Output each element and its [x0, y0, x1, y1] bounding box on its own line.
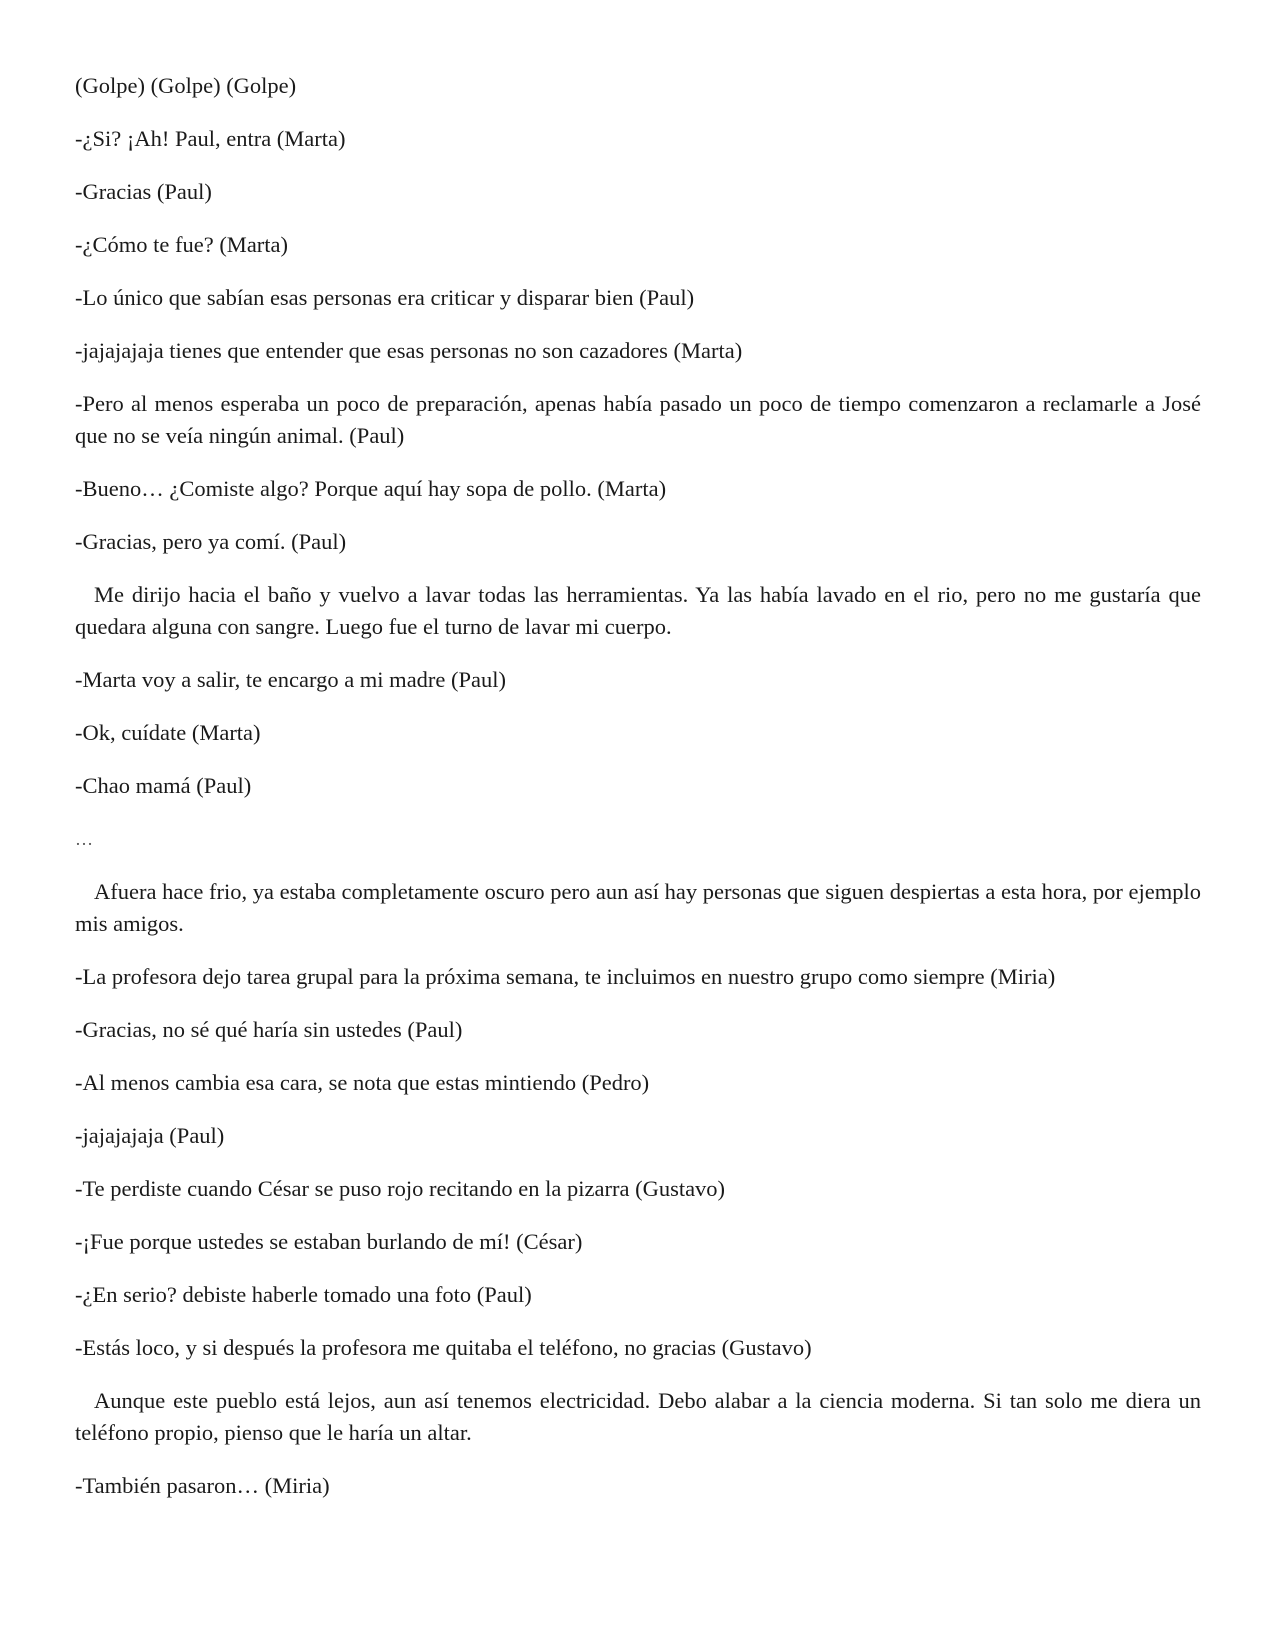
dialogue-line: -Gracias (Paul) — [75, 179, 212, 204]
dialogue-line: -¡Fue porque ustedes se estaban burlando de mí! (César) — [75, 1229, 583, 1254]
dialogue-line: -Gracias, pero ya comí. (Paul) — [75, 529, 347, 554]
dialogue-line: -Lo único que sabían esas personas era criticar y disparar bien (Paul) — [75, 285, 695, 310]
paragraph: (Golpe) (Golpe) (Golpe) — [75, 73, 297, 98]
dialogue-line: -La profesora dejo tarea grupal para la próxima semana, te incluimos en nuestro grupo como siempre (Miria) — [75, 964, 1056, 989]
dialogue-line: -Estás loco, y si después la profesora me quitaba el teléfono, no gracias (Gustavo) — [75, 1335, 812, 1360]
dialogue-line: -Ok, cuídate (Marta) — [75, 720, 261, 745]
narration-paragraph: Me dirijo hacia el baño y vuelvo a lavar todas las herramientas. Ya las había lavado en el rio, pero no me gustaría que quedara alguna con sangre. Luego fue el turno de lavar mi cuerpo. — [75, 582, 1201, 639]
dialogue-line: -¿Cómo te fue? (Marta) — [75, 232, 289, 257]
dialogue-line: -Te perdiste cuando César se puso rojo recitando en la pizarra (Gustavo) — [75, 1176, 726, 1201]
narration-paragraph: Aunque este pueblo está lejos, aun así tenemos electricidad. Debo alabar a la ciencia moderna. Si tan solo me diera un teléfono propio, pienso que le haría un altar. — [75, 1388, 1201, 1445]
dialogue-line: -Gracias, no sé qué haría sin ustedes (Paul) — [75, 1017, 463, 1042]
dialogue-line: -Bueno… ¿Comiste algo? Porque aquí hay sopa de pollo. (Marta) — [75, 476, 667, 501]
dialogue-line: -¿En serio? debiste haberle tomado una foto (Paul) — [75, 1282, 532, 1307]
dialogue-line: -Marta voy a salir, te encargo a mi madre (Paul) — [75, 667, 507, 692]
dialogue-line: -Pero al menos esperaba un poco de preparación, apenas había pasado un poco de tiempo comenzaron a reclamarle a José que no se veía ningún animal. (Paul) — [75, 391, 1201, 448]
dialogue-line: -¿Si? ¡Ah! Paul, entra (Marta) — [75, 126, 346, 151]
dialogue-line: -También pasaron… (Miria) — [75, 1473, 330, 1498]
scene-break: … — [75, 829, 95, 849]
document-page — [75, 70, 1201, 1523]
dialogue-line: -Al menos cambia esa cara, se nota que estas mintiendo (Pedro) — [75, 1070, 650, 1095]
narration-paragraph: Afuera hace frio, ya estaba completamente oscuro pero aun así hay personas que siguen despiertas a esta hora, por ejemplo mis amigos. — [75, 879, 1201, 936]
dialogue-line: -jajajajaja (Paul) — [75, 1123, 225, 1148]
dialogue-line: -jajajajaja tienes que entender que esas personas no son cazadores (Marta) — [75, 338, 743, 363]
dialogue-line: -Chao mamá (Paul) — [75, 773, 252, 798]
